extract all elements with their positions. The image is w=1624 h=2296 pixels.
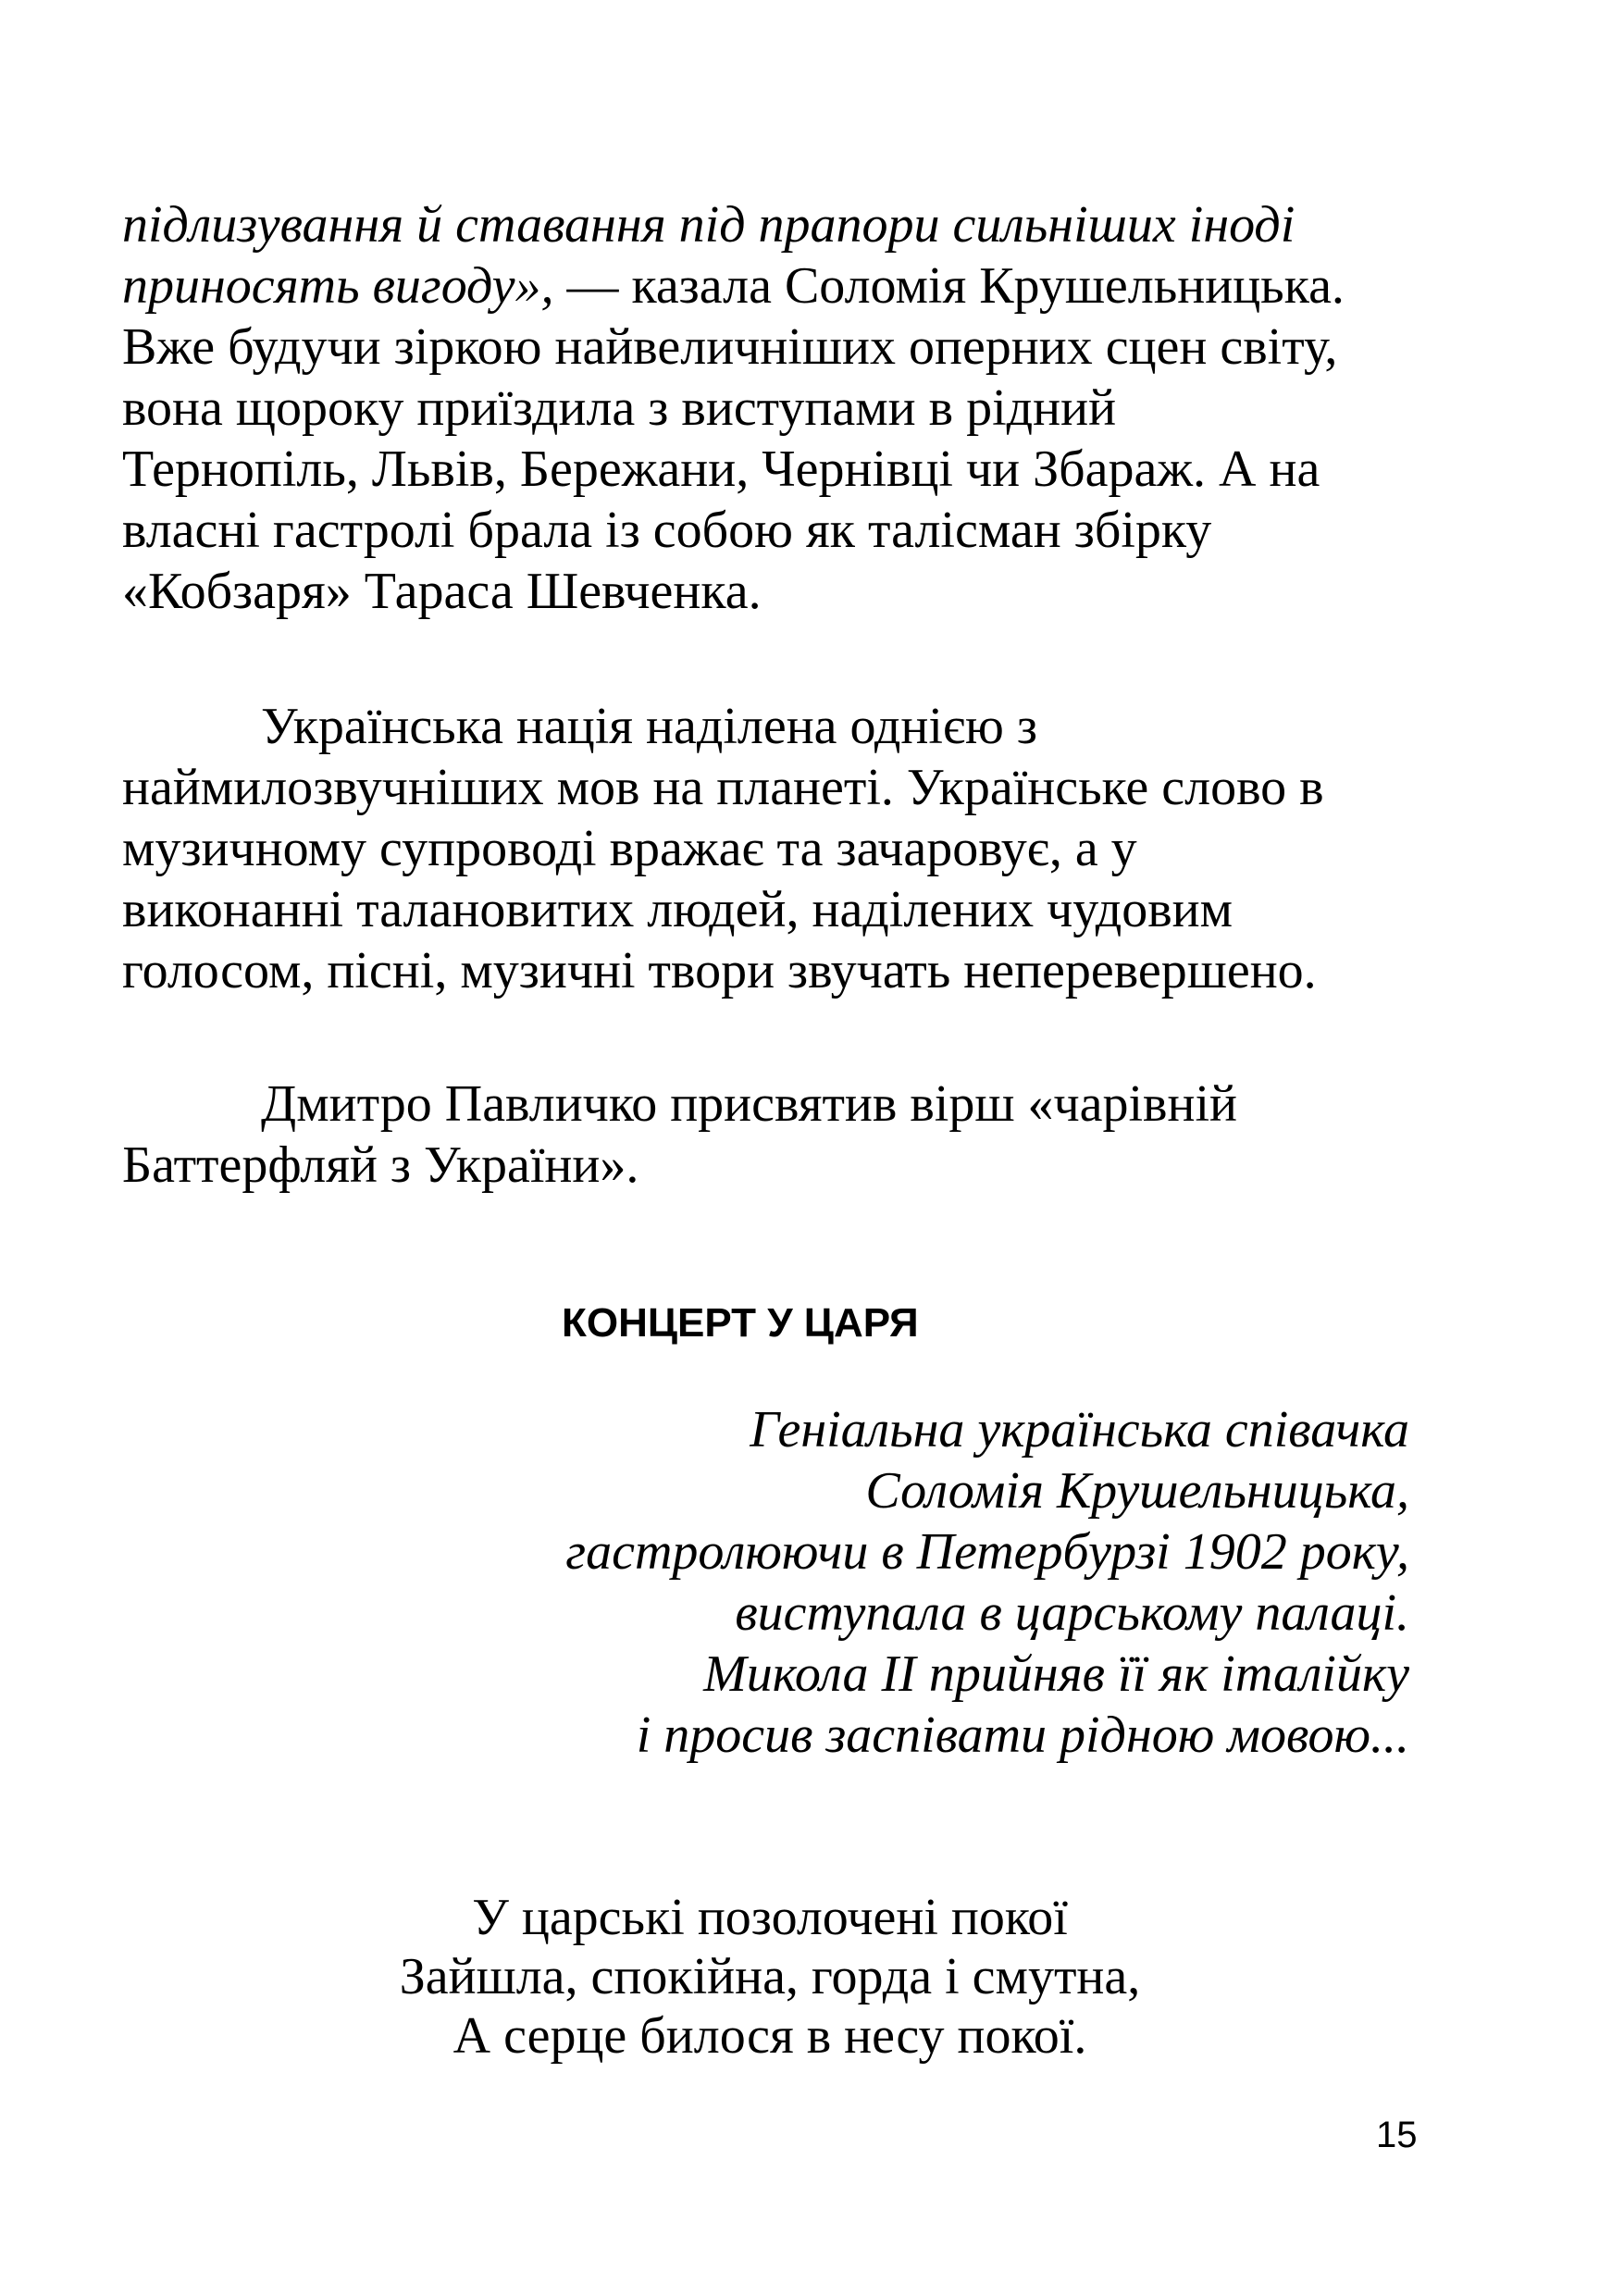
text-line: вона щороку приїздила з виступами в рідний xyxy=(122,379,1117,437)
text-line: Вже будучи зіркою найвеличніших оперних сцен світу, xyxy=(122,318,1338,376)
text-line: голосом, пісні, музичні твори звучать неперевершено. xyxy=(122,942,1317,999)
epigraph-line: Соломія Крушельницька, xyxy=(865,1462,1409,1520)
epigraph-line: Микола ІІ прийняв її як італійку xyxy=(703,1645,1409,1703)
section-title: КОНЦЕРТ У ЦАРЯ xyxy=(562,1300,919,1346)
text-line: Тернопіль, Львів, Бережани, Чернівці чи Збараж. А на xyxy=(122,441,1320,498)
epigraph xyxy=(206,1399,1409,1766)
poem-line: Зайшла, спокійна, горда і смутна, xyxy=(399,1948,1141,2005)
text-line: підлизування й ставання під прапори сильніших іноді xyxy=(122,196,1295,254)
poem-line: У царські позолочені покої xyxy=(472,1889,1068,1946)
epigraph-line: і просив заспівати рідною мовою... xyxy=(636,1706,1409,1764)
paragraph-pavlychko xyxy=(122,1074,1418,1196)
text-line xyxy=(122,255,1418,316)
epigraph-line: гастролюючи в Петербурзі 1902 року, xyxy=(565,1523,1409,1581)
italic-quote-end: приносять вигоду», xyxy=(122,257,554,315)
paragraph-quote-continuation xyxy=(122,194,1418,622)
page-number: 15 xyxy=(1376,2115,1418,2155)
attribution-text: — казала Соломія Крушельницька. xyxy=(553,257,1345,315)
paragraph-ukrainian-language xyxy=(122,696,1418,1001)
text-line: Баттерфляй з України». xyxy=(122,1136,639,1194)
poem-stanza xyxy=(215,1888,1325,2066)
text-line: Дмитро Павличко присвятив вірш «чарівній xyxy=(261,1075,1237,1133)
epigraph-line: Геніальна українська співачка xyxy=(750,1401,1409,1458)
poem-line: А серце билося в несу покої. xyxy=(452,2007,1087,2065)
text-line: наймилозвучніших мов на планеті. Українське слово в xyxy=(122,759,1324,816)
text-line: власні гастролі брала із собою як талісман збірку xyxy=(122,502,1212,559)
text-line: музичному супроводі вражає та зачаровує, а у xyxy=(122,820,1137,877)
text-line: «Кобзаря» Тараса Шевченка. xyxy=(122,563,762,620)
epigraph-line: виступала в царському палаці. xyxy=(735,1584,1409,1642)
text-line: виконанні талановитих людей, наділених чудовим xyxy=(122,881,1233,938)
text-line: Українська нація наділена однією з xyxy=(261,698,1037,755)
